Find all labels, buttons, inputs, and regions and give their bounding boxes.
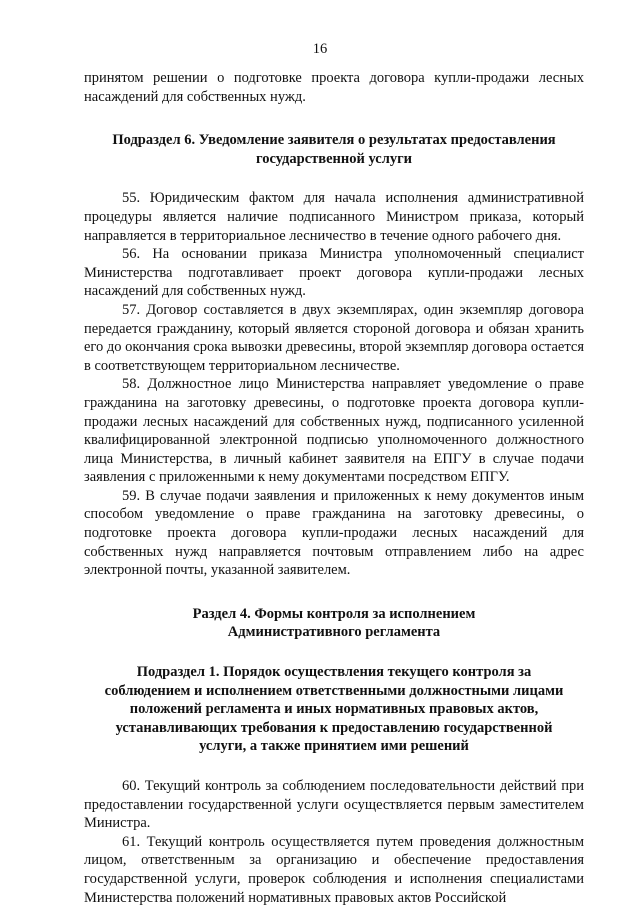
subsection-1-heading: Подраздел 1. Порядок осуществления текущего контроля за соблюдением и исполнением ответственными должностными лицами положений регламента и иных нормативных правовых актов, устанавливающих требования к предоставлению государственной услуги, а также принятием ими решений bbox=[104, 664, 564, 755]
paragraph-56: 56. На основании приказа Министра уполномоченный специалист Министерства подготавливает проект договора купли-продажи лесных насаждений для собственных нужд. bbox=[84, 246, 584, 300]
paragraph-61: 61. Текущий контроль осуществляется путем проведения должностным лицом, ответственным за организацию и обеспечение предоставления государственной услуги, проверок соблюдения и исполнения специалистами Министерства положений нормативных правовых актов Российской bbox=[84, 833, 584, 906]
paragraph-60: 60. Текущий контроль за соблюдением последовательности действий при предоставлении государственной услуги осуществляется первым заместителем Министра. bbox=[84, 778, 584, 832]
intro-paragraph: принятом решении о подготовке проекта договора купли-продажи лесных насаждений для собственных нужд. bbox=[84, 70, 584, 105]
section-4-heading: Раздел 4. Формы контроля за исполнением Административного регламента bbox=[192, 605, 476, 641]
page-number: 16 bbox=[312, 41, 328, 57]
paragraph-58: 58. Должностное лицо Министерства направляет уведомление о праве гражданина на заготовку древесины, о подготовке проекта договора купли-продажи лесных насаждений для собственных нужд, подписанного усиленной квалифицированной электронной подписью уполномоченного должностного лица Министерства, в личный кабинет заявителя на ЕПГУ в случае подачи заявления с приложенными к нему документами посредством ЕПГУ. bbox=[84, 376, 584, 486]
paragraph-55: 55. Юридическим фактом для начала исполнения административной процедуры является наличие подписанного Министром приказа, который направляется в территориальное лесничество в течение одного рабочего дня. bbox=[84, 190, 584, 244]
paragraph-59: 59. В случае подачи заявления и приложенных к нему документов иным способом уведомление о праве гражданина на заготовку древесины, о подготовке проекта договора купли-продажи лесных насаждений для собственных нужд направляется почтовым отправлением либо на адрес электронной почты, указанной заявителем. bbox=[84, 487, 584, 579]
page-content bbox=[84, 69, 584, 907]
paragraph-57: 57. Договор составляется в двух экземплярах, один экземпляр договора передается гражданину, который является стороной договора и обязан хранить его до окончания срока вывозки древесины, второй экземпляр договора остается в соответствующем территориальном лесничестве. bbox=[84, 301, 584, 374]
subsection-6-heading: Подраздел 6. Уведомление заявителя о результатах предоставления государственной услуги bbox=[112, 132, 556, 167]
